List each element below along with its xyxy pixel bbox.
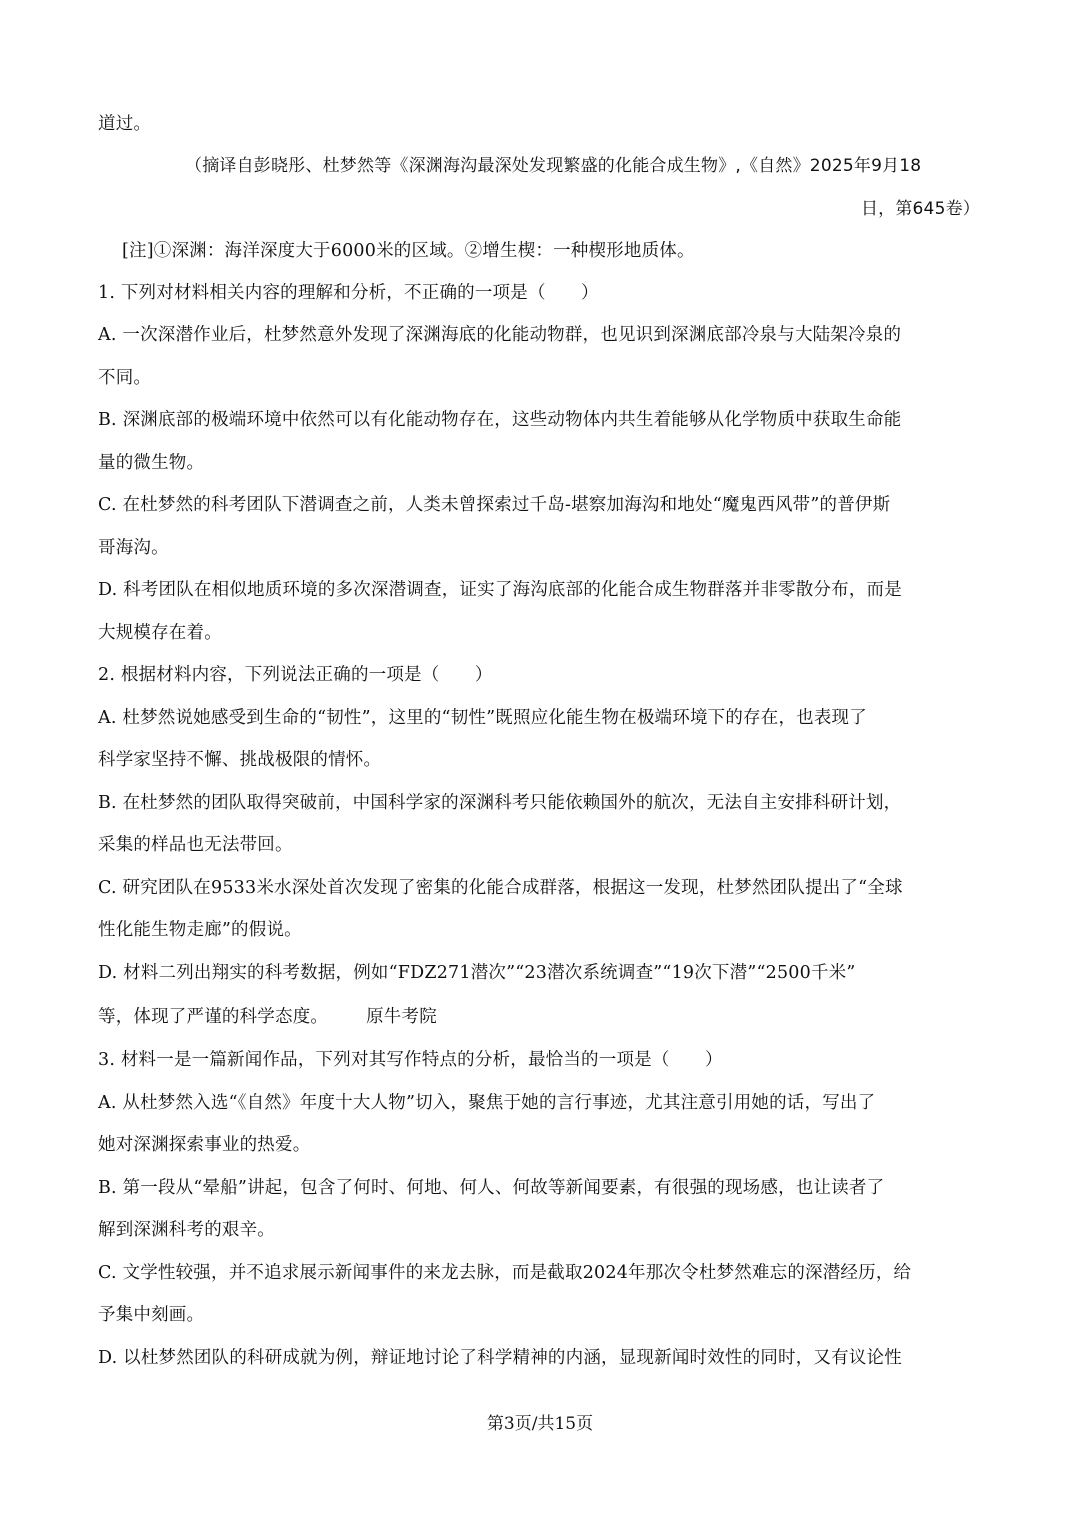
passage-tail: 道过。 bbox=[98, 114, 152, 134]
q3-option-a-line-1: A. 从杜梦然入选“《自然》年度十大人物”切入，聚焦于她的言行事迹，尤其注意引用她的话，写出了 bbox=[98, 1093, 876, 1113]
q2-option-b-line-2: 采集的样品也无法带回。 bbox=[98, 835, 293, 855]
citation-line-2: 日，第645卷） bbox=[860, 199, 980, 219]
q3-option-d-line-1: D. 以杜梦然团队的科研成就为例，辩证地讨论了科学精神的内涵，显现新闻时效性的同时，又有议论性 bbox=[98, 1348, 902, 1368]
q3-option-b-line-1: B. 第一段从“晕船”讲起，包含了何时、何地、何人、何故等新闻要素，有很强的现场感，也让读者了 bbox=[98, 1178, 885, 1198]
q1-option-c-line-1: C. 在杜梦然的科考团队下潜调查之前，人类未曾探索过千岛-堪察加海沟和地处“魔鬼西风带”的普伊斯 bbox=[98, 495, 891, 515]
q1-option-c-line-2: 哥海沟。 bbox=[98, 538, 169, 558]
q2-option-b-line-1: B. 在杜梦然的团队取得突破前，中国科学家的深渊科考只能依赖国外的航次，无法自主安排科研计划， bbox=[98, 793, 902, 813]
q2-option-a-line-1: A. 杜梦然说她感受到生命的“韧性”，这里的“韧性”既照应化能生物在极端环境下的存在，也表现了 bbox=[98, 708, 867, 728]
q1-option-d-line-1: D. 科考团队在相似地质环境的多次深潜调查，证实了海沟底部的化能合成生物群落并非零散分布，而是 bbox=[98, 580, 902, 600]
citation-line-1: （摘译自彭晓彤、杜梦然等《深渊海沟最深处发现繁盛的化能合成生物》,《自然》2025年9月18 bbox=[185, 156, 922, 176]
q1-option-a-line-2: 不同。 bbox=[98, 368, 152, 388]
q1-option-b-line-2: 量的微生物。 bbox=[98, 453, 205, 473]
q3-option-c-line-1: C. 文学性较强，并不追求展示新闻事件的来龙去脉，而是截取2024年那次令杜梦然难忘的深潜经历，给 bbox=[98, 1263, 912, 1283]
annotation-note: [注]①深渊：海洋深度大于6000米的区域。②增生楔：一种楔形地质体。 bbox=[122, 241, 695, 261]
watermark-text: 原牛考院 bbox=[366, 1007, 437, 1027]
q2-option-d-line-2-row bbox=[98, 1005, 437, 1029]
question-2-stem: 2. 根据材料内容，下列说法正确的一项是（ ） bbox=[98, 665, 493, 685]
q3-option-c-line-2: 予集中刻画。 bbox=[98, 1305, 205, 1325]
q1-option-d-line-2: 大规模存在着。 bbox=[98, 623, 222, 643]
q3-option-a-line-2: 她对深渊探索事业的热爱。 bbox=[98, 1135, 311, 1155]
q1-option-a-line-1: A. 一次深潜作业后，杜梦然意外发现了深渊海底的化能动物群，也见识到深渊底部冷泉与大陆架冷泉的 bbox=[98, 325, 902, 345]
q2-option-a-line-2: 科学家坚持不懈、挑战极限的情怀。 bbox=[98, 750, 382, 770]
q2-option-c-line-2: 性化能生物走廊”的假说。 bbox=[98, 920, 302, 940]
q3-option-b-line-2: 解到深渊科考的艰辛。 bbox=[98, 1220, 275, 1240]
q2-option-c-line-1: C. 研究团队在9533米水深处首次发现了密集的化能合成群落，根据这一发现，杜梦然团队提出了“全球 bbox=[98, 878, 903, 898]
q2-option-d-line-2: 等，体现了严谨的科学态度。 bbox=[98, 1007, 329, 1027]
question-3-stem: 3. 材料一是一篇新闻作品，下列对其写作特点的分析，最恰当的一项是（ ） bbox=[98, 1050, 723, 1070]
q1-option-b-line-1: B. 深渊底部的极端环境中依然可以有化能动物存在，这些动物体内共生着能够从化学物质中获取生命能 bbox=[98, 410, 902, 430]
page-footer: 第3页/共15页 bbox=[486, 1414, 594, 1434]
question-1-stem: 1. 下列对材料相关内容的理解和分析，不正确的一项是（ ） bbox=[98, 283, 599, 303]
q2-option-d-line-1: D. 材料二列出翔实的科考数据，例如“FDZ271潜次”“23潜次系统调查”“19次下潜”“2500千米” bbox=[98, 963, 856, 983]
